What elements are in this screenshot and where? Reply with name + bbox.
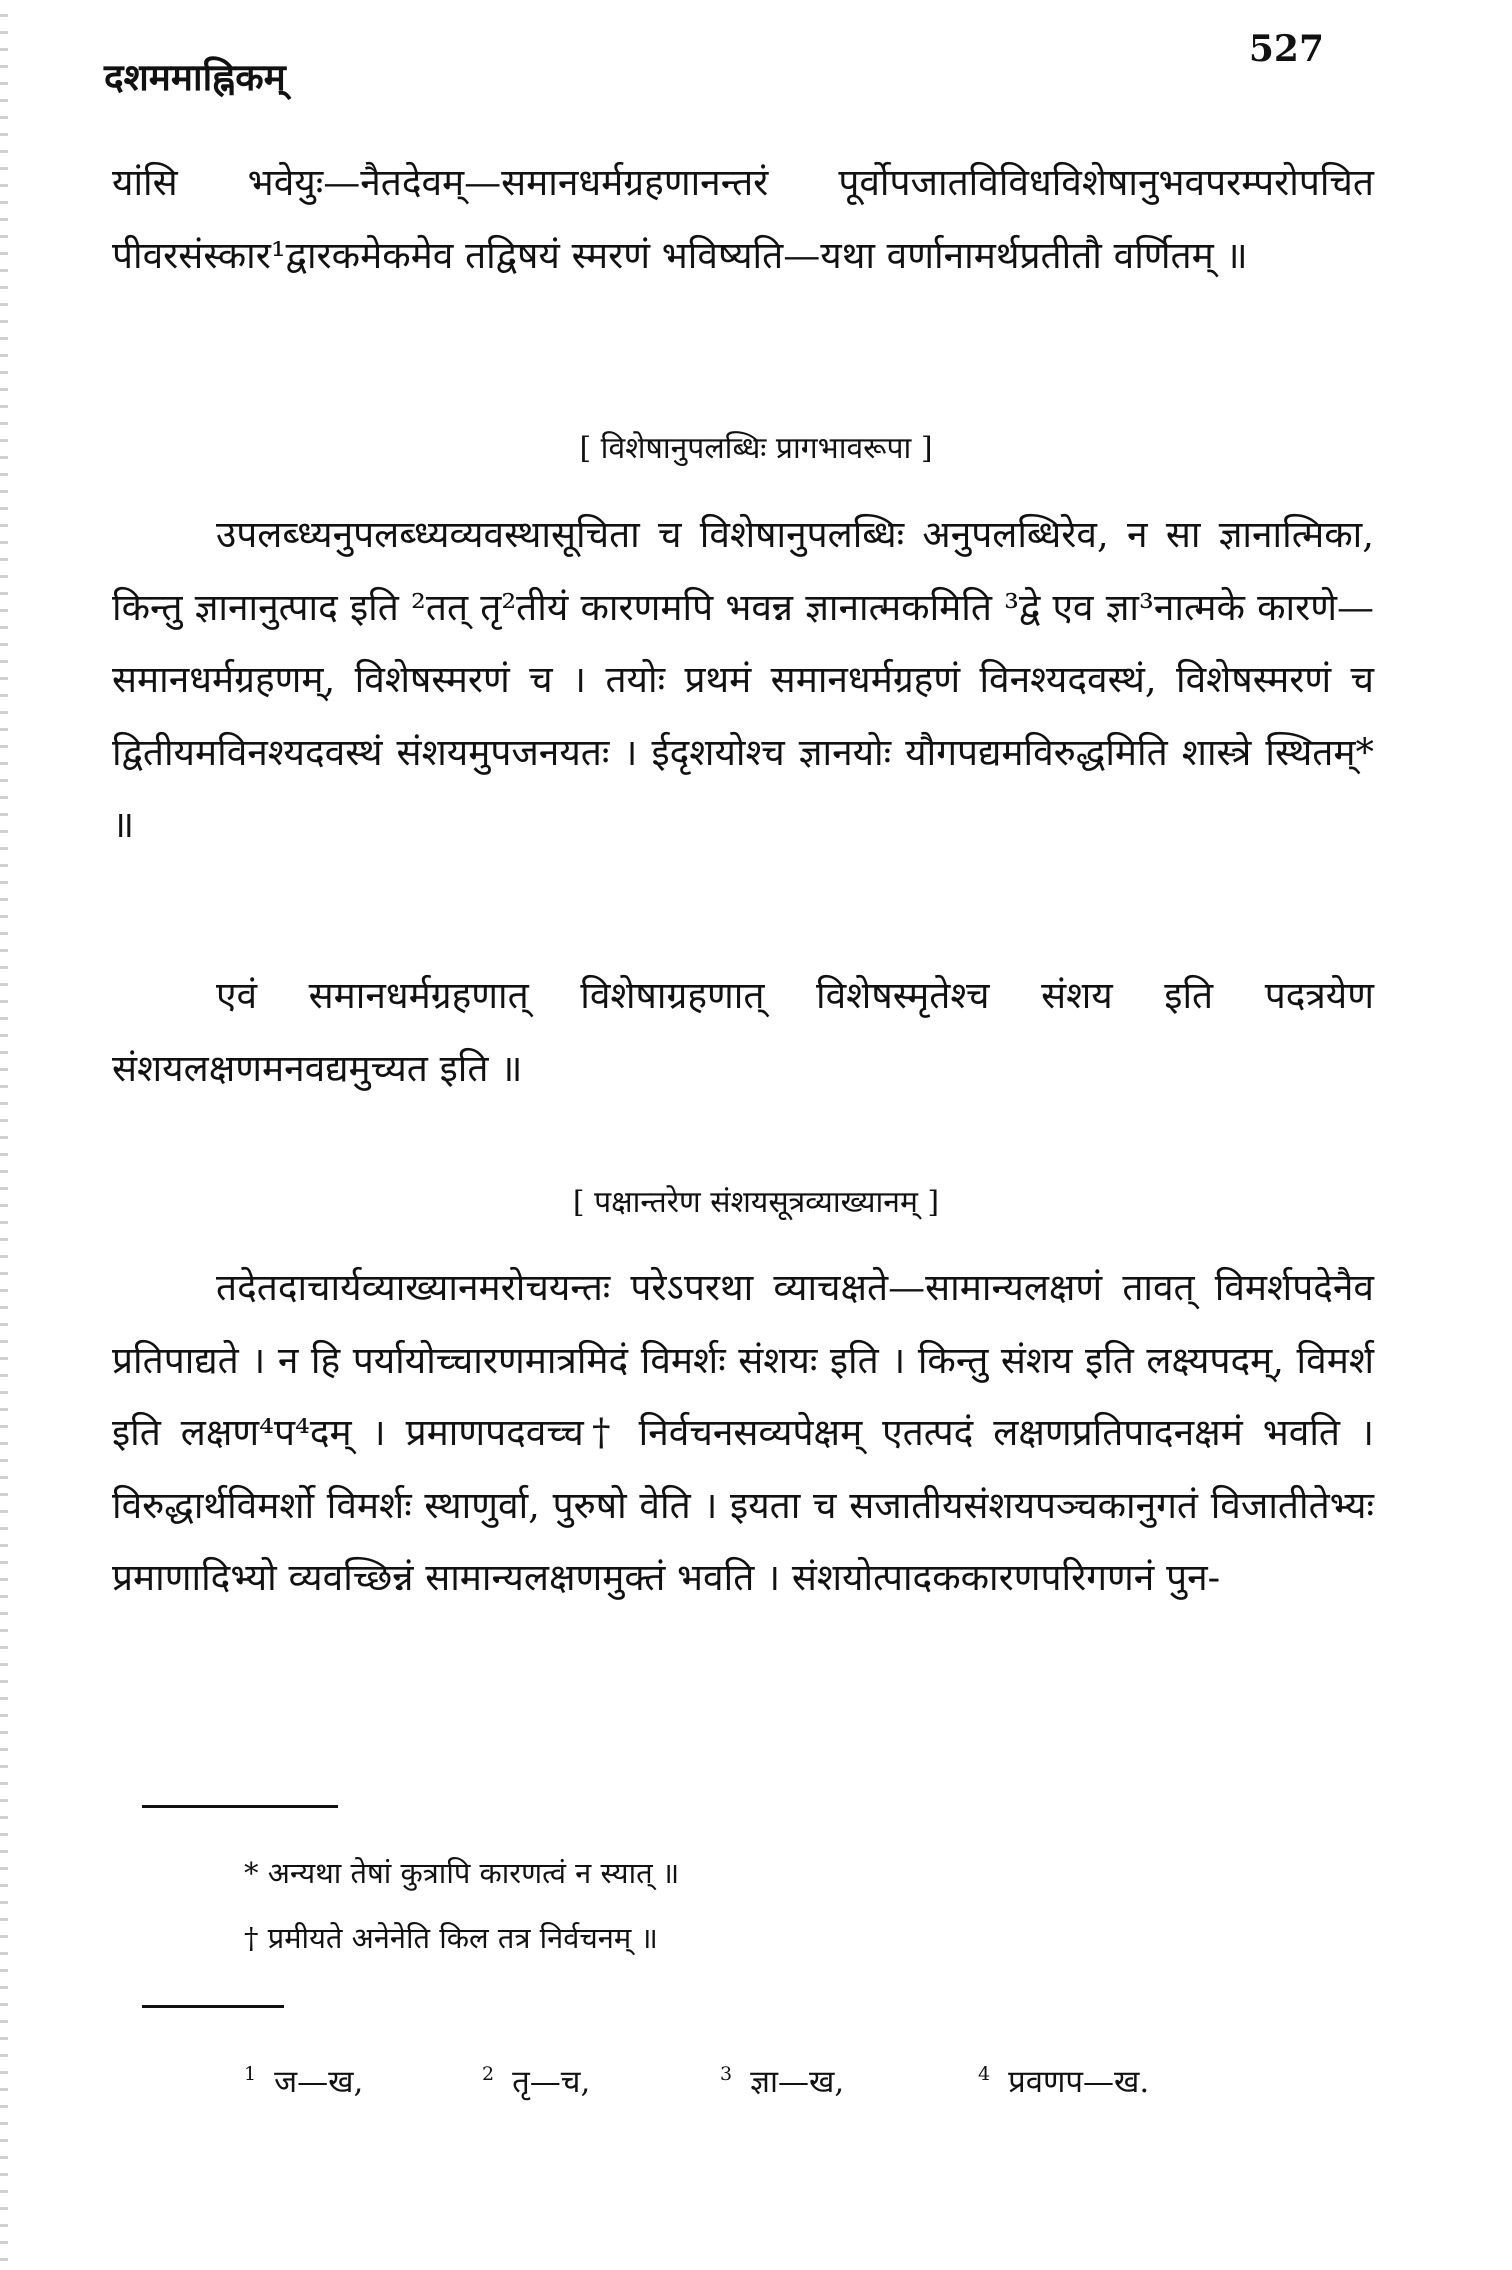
- running-head: दशममाह्निकम्: [104, 55, 286, 99]
- variant-text: प्रवणप—ख.: [1008, 2064, 1150, 2100]
- variant-number: 4: [978, 2063, 991, 2085]
- variant-reading: [244, 2060, 363, 2102]
- footnote-rule: [142, 1805, 338, 1808]
- variant-text: ज—ख,: [274, 2064, 364, 2100]
- variant-number: 2: [482, 2063, 495, 2085]
- variant-text: ज्ञा—ख,: [750, 2064, 845, 2100]
- paragraph: उपलब्ध्यनुपलब्ध्यव्यवस्थासूचिता च विशेषानुपलब्धिः अनुपलब्धिरेव, न सा ज्ञानात्मिका, किन्तु ज्ञानानुत्पाद इति ²तत् तृ²तीयं कारणमपि भवन्न ज्ञानात्मकमिति ³द्वे एव ज्ञा³नात्मके कारणे—समानधर्मग्रहणम्, विशेषस्मरणं च । तयोः प्रथमं समानधर्मग्रहणं विनश्यदवस्थं, विशेषस्मरणं च द्वितीयमविनश्यदवस्थं संशयमुपजनयतः । ईदृशयोश्च ज्ञानयोः यौगपद्यमविरुद्धमिति शास्त्रे स्थितम्* ॥: [112, 513, 1374, 846]
- section-heading: [ विशेषानुपलब्धिः प्रागभावरूपा ]: [579, 431, 933, 466]
- variant-reading: [482, 2060, 590, 2102]
- section-heading: [ पक्षान्तरेण संशयसूत्रव्याख्यानम् ]: [572, 1185, 940, 1220]
- variant-reading: [978, 2060, 1149, 2102]
- variant-number: 1: [244, 2063, 257, 2085]
- page-number: 527: [1248, 28, 1324, 70]
- paragraph: यांसि भवेयुः—नैतदेवम्—समानधर्मग्रहणानन्तरं पूर्वोपजातविविधविशेषानुभवपरम्परोपचित पीवरसंस्कार¹द्वारकमेकमेव तद्विषयं स्मरणं भविष्यति—यथा वर्णानामर्थप्रतीतौ वर्णितम् ॥: [112, 161, 1374, 277]
- footnote: † प्रमीयते अनेनेति किल तत्र निर्वचनम् ॥: [244, 1921, 658, 1955]
- paragraph: एवं समानधर्मग्रहणात् विशेषाग्रहणात् विशेषस्मृतेश्च संशय इति पदत्रयेण संशयलक्षणमनवद्यमुच्यत इति ॥: [112, 974, 1374, 1090]
- variant-rule: [142, 2005, 284, 2008]
- scan-edge-marks: [0, 0, 8, 2270]
- variant-number: 3: [720, 2063, 733, 2085]
- variant-reading: [720, 2060, 844, 2102]
- paragraph: तदेतदाचार्यव्याख्यानमरोचयन्तः परेऽपरथा व्याचक्षते—सामान्यलक्षणं तावत् विमर्शपदेनैव प्रतिपाद्यते । न हि पर्यायोच्चारणमात्रमिदं विमर्शः संशयः इति । किन्तु संशय इति लक्ष्यपदम्, विमर्श इति लक्षण⁴प⁴दम् । प्रमाणपदवच्च† निर्वचनसव्यपेक्षम् एतत्पदं लक्षणप्रतिपादनक्षमं भवति । विरुद्धार्थविमर्शो विमर्शः स्थाणुर्वा, पुरुषो वेति । इयता च सजातीयसंशयपञ्चकानुगतं विजातीतेभ्यः प्रमाणादिभ्यो व्यवच्छिन्नं सामान्यलक्षणमुक्तं भवति । संशयोत्पादककारणपरिगणनं पुन-: [112, 1266, 1374, 1599]
- footnote: * अन्यथा तेषां कुत्रापि कारणत्वं न स्यात् ॥: [244, 1856, 680, 1890]
- variant-text: तृ—च,: [512, 2064, 591, 2100]
